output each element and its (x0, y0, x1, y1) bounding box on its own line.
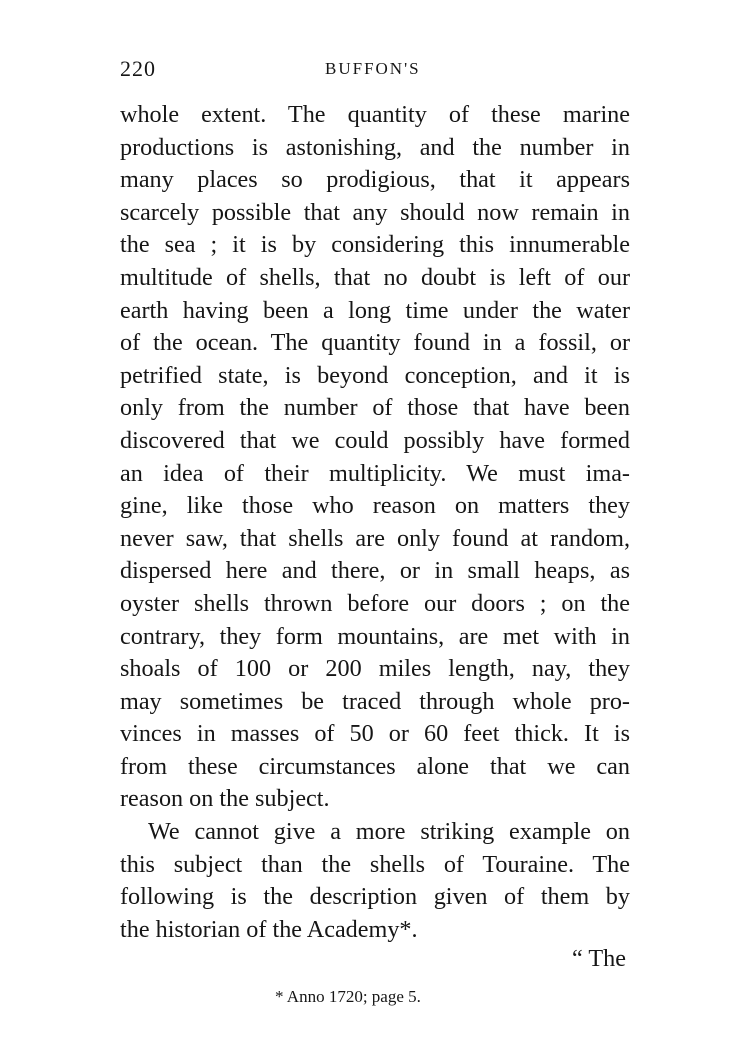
text-line: contrary, they form mountains, are met with in (120, 622, 630, 650)
running-head (120, 56, 630, 86)
text-line: the sea ; it is by considering this innumerable (120, 231, 630, 259)
paragraph-2 (120, 816, 630, 946)
text-line: the historian of the Academy*. (120, 915, 418, 943)
body-text (120, 99, 630, 946)
text-line: petrified state, is beyond conception, and it is (120, 361, 630, 389)
text-line: from these circumstances alone that we can (120, 752, 630, 780)
text-line: only from the number of those that have been (120, 394, 630, 422)
text-line: many places so prodigious, that it appears (120, 166, 630, 194)
text-line: discovered that we could possibly have formed (120, 426, 630, 454)
text-line: We cannot give a more striking example on (148, 818, 630, 846)
text-line: oyster shells thrown before our doors ; on the (120, 589, 630, 617)
text-line: shoals of 100 or 200 miles length, nay, they (120, 655, 630, 683)
text-line: following is the description given of them by (120, 883, 630, 911)
text-line: an idea of their multiplicity. We must ima- (120, 459, 630, 487)
text-line: reason on the subject. (120, 785, 330, 813)
text-line: whole extent. The quantity of these marine (120, 101, 630, 128)
running-title: BUFFON'S (325, 59, 421, 78)
text-line: this subject than the shells of Touraine. The (120, 850, 630, 878)
text-line: may sometimes be traced through whole pro- (120, 687, 630, 715)
text-line: scarcely possible that any should now remain in (120, 198, 630, 226)
text-line: of the ocean. The quantity found in a fossil, or (120, 329, 630, 357)
catchword: “ The (572, 945, 626, 972)
paragraph-1 (120, 99, 630, 816)
text-line: gine, like those who reason on matters they (120, 492, 630, 520)
page-number: 220 (120, 56, 156, 81)
text-line: earth having been a long time under the water (120, 296, 630, 324)
text-line: productions is astonishing, and the number in (120, 133, 630, 161)
text-line: never saw, that shells are only found at random, (120, 524, 630, 552)
text-line: vinces in masses of 50 or 60 feet thick. It is (120, 720, 630, 748)
text-line: dispersed here and there, or in small heaps, as (120, 557, 630, 585)
text-line: multitude of shells, that no doubt is left of our (120, 263, 630, 291)
footnote: * Anno 1720; page 5. (275, 987, 421, 1006)
